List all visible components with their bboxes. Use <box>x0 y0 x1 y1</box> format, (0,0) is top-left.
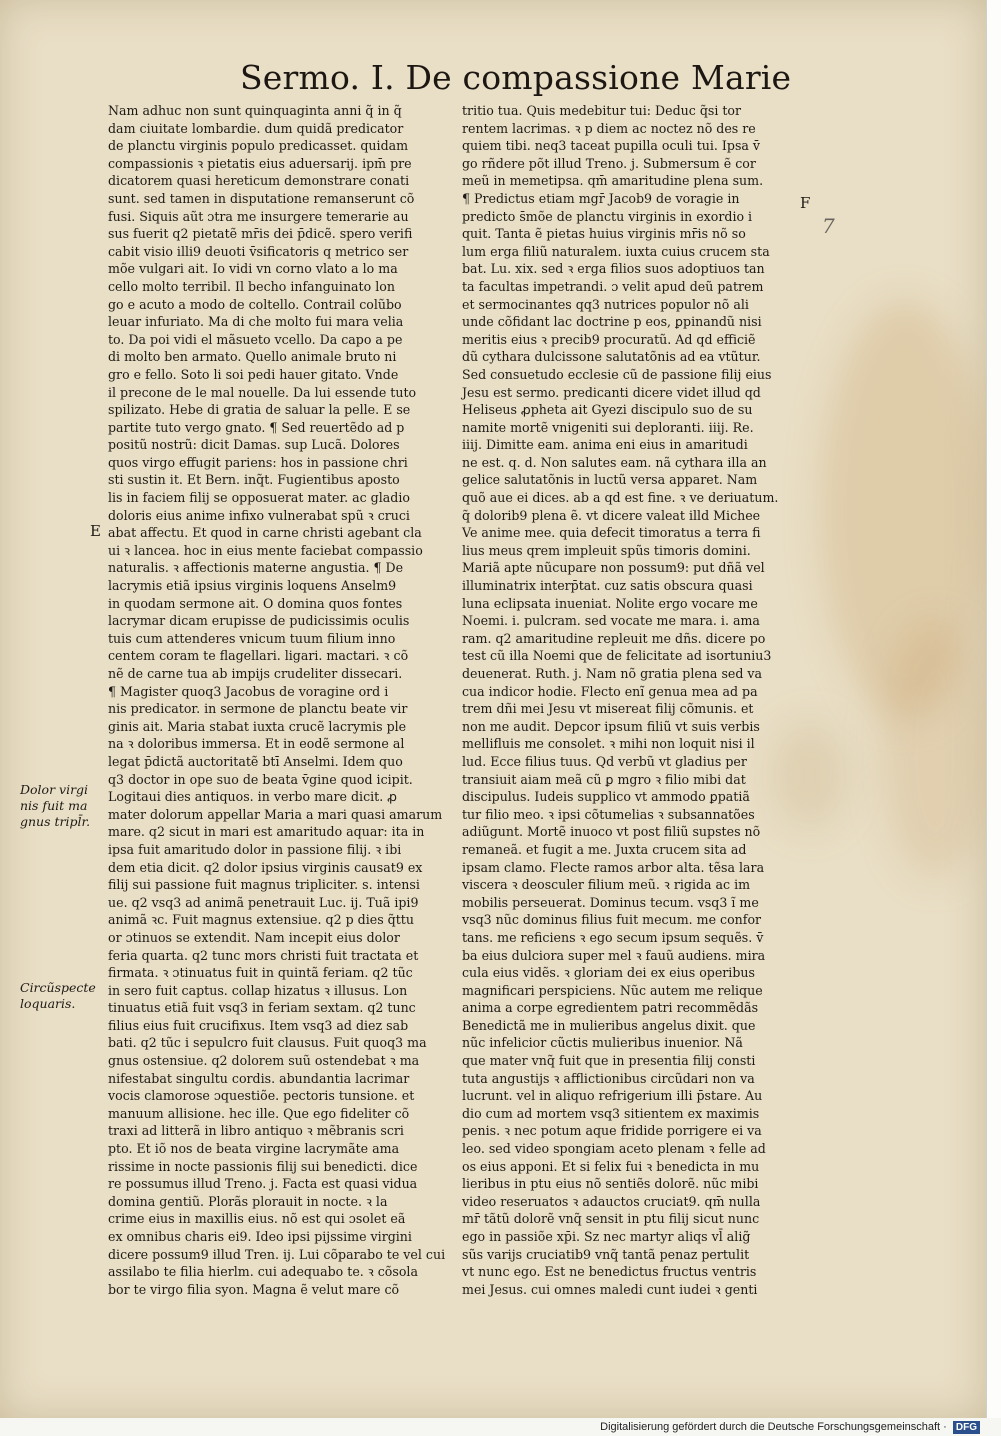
running-head: Sermo. I. De compassione Marie <box>240 58 792 97</box>
text-line: re possumus illud Treno. j. Facta est quasi vidua <box>108 1176 418 1192</box>
text-line: Noemi. i. pulcram. sed vocate me mara. i. ama <box>462 613 760 629</box>
text-line: quos virgo effugit pariens: hos in passione chri <box>108 454 408 470</box>
text-line: rissime in nocte passionis filij sui benedicti. dice <box>108 1158 418 1174</box>
text-line: sti sustin it. Et Bern. inq̃t. Fugientibus aposto <box>108 472 400 488</box>
text-line: os eius apponi. Et si felix fui ꝛ benedicta in mu <box>462 1158 760 1174</box>
text-line: rentem lacrimas. ꝛ p diem ac noctez nõ des re <box>462 120 756 136</box>
text-line: magnificari perspiciens. Nũc autem me relique <box>462 982 763 998</box>
text-line: positũ nostrũ: dicit Damas. sup Lucã. Dolores <box>108 437 400 453</box>
text-line: fusi. Siquis aũt ɔtra me insurgere temerarie au <box>108 208 409 224</box>
text-line: gro e fello. Soto li soi pedi hauer gitato. Vnde <box>108 366 399 382</box>
text-line: ipsam clamo. Flecte ramos arbor alta. tẽsa lara <box>462 859 765 875</box>
text-line: illuminatrix interp̄tat. cuz satis obscura quasi <box>462 578 753 594</box>
text-line: sũs varijs cruciatib9 vnq̃ tantã penaz pertulit <box>462 1246 750 1262</box>
text-line: tuta angustijs ꝛ afflictionibus circũdari non va <box>462 1070 755 1086</box>
text-line: abat affectu. Et quod in carne christi agebant cla <box>108 525 422 541</box>
text-line: iiij. Dimitte eam. anima eni eius in amaritudi <box>462 437 748 453</box>
footer-credit <box>480 1418 980 1436</box>
text-line: bati. q2 tũc i sepulcro fuit clausus. Fuit quoq3 ma <box>108 1035 427 1051</box>
marginal-note-line: Dolor virgi <box>20 782 89 797</box>
text-line: q3 doctor in ope suo de beata v̄gine quod icipit. <box>108 771 413 787</box>
marginal-note-line: nis fuit ma <box>20 798 88 813</box>
text-line: or ɔtinuos se extendit. Nam incepit eius dolor <box>108 929 400 945</box>
text-line: tans. me reficiens ꝛ ego secum ipsum sequẽs. v̄ <box>462 929 764 945</box>
text-line: predicto s̄mõe de planctu virginis in exordio i <box>462 208 753 224</box>
text-line: tur filio meo. ꝛ ipsi cõtumelias ꝛ subsannatões <box>462 806 755 822</box>
text-line: video reseruatos ꝛ adauctos cruciat9. qm̄ nulla <box>462 1193 761 1209</box>
text-line: na ꝛ doloribus immersa. Et in eodẽ sermone al <box>108 736 405 752</box>
text-line: firmata. ꝛ ɔtinuatus fuit in quintã feriam. q2 tũc <box>108 965 413 981</box>
text-line: meũ in memetipsa. qm̄ amaritudine plena sum. <box>462 173 764 189</box>
text-line: quõ aue ei dices. ab a qd est fine. ꝛ ve deriuatum. <box>462 490 779 506</box>
text-line: discipulus. Iudeis supplico vt ammodo ꝑpatiã <box>462 789 750 805</box>
text-line: Benedictã me in mulieribus angelus dixit. que <box>462 1017 756 1033</box>
text-line: di molto ben armato. Quello animale bruto ni <box>108 349 397 365</box>
text-line: ram. q2 amaritudine repleuit me dñs. dicere po <box>462 630 766 646</box>
text-line: sunt. sed tamen in disputatione remanserunt cõ <box>108 190 415 206</box>
text-line: nũc infelicior cũctis mulieribus inuenior. Nã <box>462 1035 743 1051</box>
text-line: gelice salutatõnis in luctũ versa apparet. Nam <box>462 472 758 488</box>
text-line: vsq3 nũc dominus filius fuit mecum. me confor <box>462 912 762 928</box>
text-line: il precone de le mal nouelle. Da lui essende tuto <box>108 384 417 400</box>
marginal-note-line: Circũspecte <box>20 980 96 995</box>
text-line: gnus ostensiue. q2 dolorem suũ ostendebat ꝛ ma <box>108 1053 420 1069</box>
text-line: tinuatus etiã fuit vsq3 in feriam sextam. q2 tunc <box>108 1000 416 1016</box>
text-line: lud. Ecce filius tuus. Qd verbũ vt gladius per <box>462 753 747 769</box>
text-line: mobilis perseuerat. Dominus tecum. vsq3 ĩ me <box>462 894 759 910</box>
text-line: que mater vnq̃ fuit que in presentia filij consti <box>462 1053 756 1069</box>
text-line: lum erga filiũ naturalem. iuxta cuius crucem sta <box>462 243 770 259</box>
text-line: mõe vulgari ait. Io vidi vn corno vlato a lo ma <box>108 261 398 277</box>
text-line: de planctu virginis populo predicasset. quidam <box>108 138 409 154</box>
text-line: crime eius in maxillis eius. nõ est qui ɔsolet eã <box>108 1211 406 1227</box>
text-line: meritis eius ꝛ precib9 procuratũ. Ad qd efficiẽ <box>462 331 756 347</box>
text-line: lieribus in ptu eius nõ sentiẽs dolorẽ. nũc mibi <box>462 1176 759 1192</box>
text-line: bat. Lu. xix. sed ꝛ erga filios suos adoptiuos tan <box>462 261 765 277</box>
text-line: manuum allisione. hec ille. Que ego fideliter cõ <box>108 1105 410 1121</box>
text-line: adiũgunt. Mortẽ inuoco vt post filiũ supstes nõ <box>462 824 761 840</box>
text-line: traxi ad litterã in libro antiquo ꝛ mẽbranis scri <box>108 1123 404 1139</box>
text-line: Heliseus ꝓpheta ait Gyezi discipulo suo de su <box>462 402 753 418</box>
text-line: trem dñi mei Jesu vt misereat filij cõmunis. et <box>462 701 754 717</box>
text-line: leo. sed video spongiam aceto plenam ꝛ felle ad <box>462 1141 766 1157</box>
text-line: dicatorem quasi hereticum demonstrare conati <box>108 173 410 189</box>
left-text-column <box>108 102 454 1297</box>
text-line: luna eclipsata inueniat. Nolite ergo vocare me <box>462 595 758 611</box>
marginal-note <box>20 980 96 1012</box>
text-line: vocis clamorose ɔquestiõe. pectoris tunsione. et <box>108 1088 415 1104</box>
text-line: dũ cythara dulcissone salutatõnis ad ea vtũtur. <box>462 349 761 365</box>
text-line: viscera ꝛ deosculer filium meũ. ꝛ rigida ac im <box>462 877 751 893</box>
text-line: mr̄ tãtũ dolorẽ vnq̃ sensit in ptu filij sicut nunc <box>462 1211 760 1227</box>
text-line: dicere possum9 illud Tren. ij. Lui cõparabo te vel cui <box>108 1246 446 1262</box>
text-line: nifestabat singultu cordis. abundantia lacrimar <box>108 1070 410 1086</box>
text-line: ego in passiõe xp̄i. Sz nec martyr aliqs vl̄ alig̃ <box>462 1229 751 1244</box>
text-line: nẽ de carne tua ab impijs crudeliter dissecari. <box>108 666 403 681</box>
text-line: lius meus qrem impleuit spũs timoris domini. <box>462 542 751 558</box>
text-line: go rñdere põt illud Treno. j. Submersum ẽ cor <box>462 155 756 171</box>
text-line: in sero fuit captus. collap hizatus ꝛ illusus. Lon <box>108 982 408 998</box>
text-line: tritio tua. Quis medebitur tui: Deduc q̃si tor <box>462 103 742 118</box>
text-line: mellifluis me consolet. ꝛ mihi non loquit nisi il <box>462 736 755 752</box>
text-line: Mariã apte nũcupare non possum9: put dñã vel <box>462 560 765 576</box>
right-text-column <box>462 102 802 1297</box>
text-line: dam ciuitate lombardie. dum quidã predicator <box>108 120 404 136</box>
text-line: ex omnibus charis ei9. Ideo ipsi pijssime virgini <box>108 1229 412 1244</box>
text-line: spilizato. Hebe di gratia de saluar la pelle. E se <box>108 402 411 418</box>
text-line: q̃ dolorib9 plena ẽ. vt dicere valeat illd Michee <box>462 507 761 523</box>
text-line: legat p̄dictã auctoritatẽ btī Anselmi. Idem quo <box>108 753 403 769</box>
text-line: mater dolorum appellar Maria a mari quasi amarum <box>108 806 443 822</box>
text-line: dio cum ad mortem vsq3 sitientem ex maximis <box>462 1105 760 1121</box>
water-stain <box>880 620 990 880</box>
text-line: quiem tibi. neq3 taceat pupilla oculi tui. Ipsa v̄ <box>462 138 761 154</box>
text-line: naturalis. ꝛ affectionis materne angustia. ¶ De <box>108 560 404 576</box>
text-line: cabit visio illi9 deuoti v̄sificatoris q metrico ser <box>108 243 409 259</box>
text-line: mare. q2 sicut in mari est amaritudo aquar: ita in <box>108 824 425 840</box>
text-line: ue. q2 vsq3 ad animã penetrauit Luc. ij. Tuã ipi9 <box>108 894 419 910</box>
marginal-letter-mark: F <box>800 194 811 212</box>
text-line: filius eius fuit crucifixus. Item vsq3 ad diez sab <box>108 1017 409 1033</box>
text-line: penis. ꝛ nec potum aque fridide porrigere ei va <box>462 1123 762 1139</box>
text-line: test cũ illa Noemi que de felicitate ad isortuniu3 <box>462 648 772 664</box>
pencil-folio-number: 7 <box>822 214 835 238</box>
text-line: animã ꝛc. Fuit magnus extensiue. q2 p dies q̃ttu <box>108 912 414 928</box>
text-line: remaneã. et fugit a me. Juxta crucem sita ad <box>462 841 747 857</box>
text-line: lacrymis etiã ipsius virginis loquens Anselm9 <box>108 578 397 594</box>
scan-background-edge <box>986 0 1001 1418</box>
text-line: ¶ Predictus etiam mgr̄ Jacob9 de voragie in <box>462 190 740 206</box>
text-line: doloris eius anime infixo vulnerabat spũ ꝛ cruci <box>108 507 410 523</box>
text-line: Jesu est sermo. predicanti dicere videt illud qd <box>462 384 761 400</box>
text-line: ta facultas impetrandi. ɔ velit apud deũ patrem <box>462 278 764 294</box>
text-line: quit. Tanta ẽ pietas huius virginis mr̄is nõ so <box>462 226 746 242</box>
text-line: lis in faciem filij se opposuerat mater. ac gladio <box>108 490 410 506</box>
text-line: Ve anime mee. quia defecit timoratus a terra fi <box>462 525 761 541</box>
text-line: pto. Et iõ nos de beata virgine lacrymãte ama <box>108 1141 400 1157</box>
dfg-logo: DFG <box>953 1421 980 1434</box>
text-line: deuenerat. Ruth. j. Nam nõ gratia plena sed va <box>462 666 763 681</box>
text-line: compassionis ꝛ pietatis eius aduersarij. ipm̄ pre <box>108 155 412 171</box>
text-line: vt nunc ego. Est ne benedictus fructus ventris <box>462 1264 757 1280</box>
text-line: unde cõfidant lac doctrine p eos, ꝑpinandũ nisi <box>462 314 762 330</box>
text-line: Sed consuetudo ecclesie cũ de passione filij eius <box>462 366 772 382</box>
marginal-letter-mark: E <box>90 522 101 540</box>
text-line: anima a corpe egredientem patri recommẽdãs <box>462 1000 759 1016</box>
text-line: leuar infuriato. Ma di che molto fui mara velia <box>108 314 404 330</box>
text-line: to. Da poi vidi el mãsueto vcello. Da capo a pe <box>108 331 403 347</box>
text-line: cula eius vidẽs. ꝛ gloriam dei ex eius operibus <box>462 965 755 981</box>
text-line: namite mortẽ vnigeniti sui deploranti. iiij. Re. <box>462 419 754 435</box>
text-line: tuis cum attenderes vnicum tuum filium inno <box>108 630 396 646</box>
text-line: centem coram te flagellari. ligari. mactari. ꝛ cõ <box>108 648 409 664</box>
marginal-note-line: gnus tripl̄r. <box>20 814 91 829</box>
text-line: filij sui passione fuit magnus tripliciter. s. intensi <box>108 877 420 893</box>
text-line: Nam adhuc non sunt quinquaginta anni q̃ in q̃ <box>108 103 402 118</box>
text-line: ui ꝛ lancea. hoc in eius mente faciebat compassio <box>108 542 423 558</box>
text-line: nis predicator. in sermone de planctu beate vir <box>108 701 408 717</box>
text-line: in quodam sermone ait. O domina quos fontes <box>108 595 403 611</box>
text-line: feria quarta. q2 tunc mors christi fuit tractata et <box>108 947 419 963</box>
text-line: mei Jesus. cui omnes maledi cunt iudei ꝛ genti <box>462 1281 758 1297</box>
text-line: domina gentiũ. Plorãs plorauit in nocte. ꝛ la <box>108 1193 388 1209</box>
text-line: ginis ait. Maria stabat iuxta crucẽ lacrymis ple <box>108 718 407 734</box>
marginal-note <box>20 782 90 830</box>
text-line: cua indicor hodie. Flecto enĩ genua mea ad pa <box>462 683 758 699</box>
text-line: Logitaui dies antiquos. in verbo mare dicit. ꝓ <box>108 789 397 805</box>
text-line: bor te virgo filia syon. Magna ẽ velut mare cõ <box>108 1281 400 1297</box>
text-line: partite tuto vergo gnato. ¶ Sed reuertẽdo ad p <box>108 419 405 435</box>
text-line: go e acuto a modo de coltello. Contrail colũbo <box>108 296 402 312</box>
text-line: ne est. q. d. Non salutes eam. nã cythara illa an <box>462 454 767 470</box>
text-line: lucrunt. vel in aliquo refrigerium illi p̄stare. Au <box>462 1088 763 1104</box>
text-line: non me audit. Depcor ipsum filiũ vt suis verbis <box>462 718 760 734</box>
text-line: transiuit aiam meã cũ ꝑ mgro ꝛ filio mibi dat <box>462 771 746 787</box>
marginal-note-line: loquaris. <box>20 996 76 1011</box>
text-line: sus fuerit q2 pietatẽ mr̄is dei p̄dicẽ. spero verifi <box>108 226 413 242</box>
footer-credit-text: Digitalisierung gefördert durch die Deutsche Forschungsgemeinschaft · <box>600 1421 947 1433</box>
text-line: et sermocinantes qq3 nutrices populor nõ ali <box>462 296 749 312</box>
text-line: dem etia dicit. q2 dolor ipsius virginis causat9 ex <box>108 859 423 875</box>
text-line: ¶ Magister quoq3 Jacobus de voragine ord i <box>108 683 389 699</box>
text-line: lacrymar dicam erupisse de pudicissimis oculis <box>108 613 410 629</box>
text-line: ba eius dulciora super mel ꝛ fauũ audiens. mira <box>462 947 766 963</box>
text-line: assilabo te filia hierlm. cui adequabo te. ꝛ cõsola <box>108 1264 418 1280</box>
text-line: cello molto terribil. Il becho infanguinato lon <box>108 278 395 294</box>
text-line: ipsa fuit amaritudo dolor in passione filij. ꝛ ibi <box>108 841 402 857</box>
